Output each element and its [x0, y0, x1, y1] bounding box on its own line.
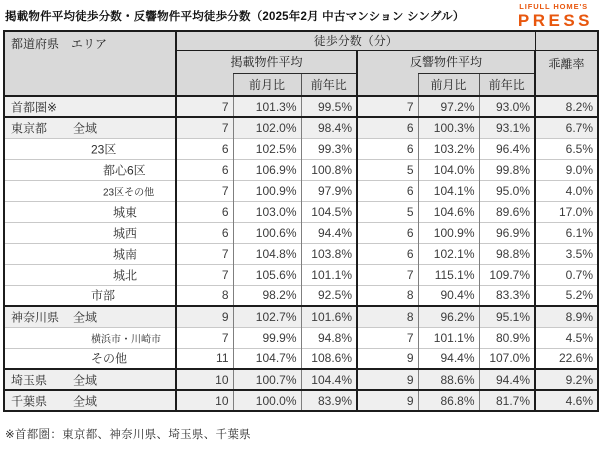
- value-cell: 7: [176, 117, 233, 138]
- logo-press-text: PRESS: [517, 10, 593, 30]
- area-label: 全域: [73, 394, 98, 408]
- prefecture-label: 東京都: [11, 121, 48, 136]
- area-label: 市部: [91, 288, 116, 303]
- response-avg-empty-subheader: [357, 73, 418, 96]
- walk-minutes-table: [3, 30, 599, 412]
- table-row: [4, 180, 598, 201]
- value-cell: 8: [176, 285, 233, 306]
- value-cell: 98.4%: [301, 117, 357, 138]
- table-row: [4, 138, 598, 159]
- value-cell: 103.0%: [233, 201, 301, 222]
- value-cell: 97.9%: [301, 180, 357, 201]
- walk-minutes-unit-header: 徒歩分数（分）: [176, 31, 535, 50]
- value-cell: 106.9%: [233, 159, 301, 180]
- value-cell: 98.8%: [479, 243, 535, 264]
- value-cell: 102.1%: [418, 243, 479, 264]
- value-cell: 96.4%: [479, 138, 535, 159]
- value-cell: 80.9%: [479, 327, 535, 348]
- area-label-cell: [4, 306, 176, 327]
- title-bar: [0, 0, 600, 30]
- table-row: [4, 369, 598, 390]
- prefecture-label: 神奈川県: [11, 310, 60, 325]
- value-cell: 92.5%: [301, 285, 357, 306]
- value-cell: 4.0%: [535, 180, 598, 201]
- value-cell: 81.7%: [479, 390, 535, 411]
- area-label: 城東: [113, 205, 138, 219]
- value-cell: 108.6%: [301, 348, 357, 369]
- lifull-homes-press-logo: [514, 3, 593, 29]
- value-cell: 96.9%: [479, 222, 535, 243]
- value-cell: 96.2%: [418, 306, 479, 327]
- value-cell: 10: [176, 390, 233, 411]
- value-cell: 6: [357, 180, 418, 201]
- value-cell: 105.6%: [233, 264, 301, 285]
- value-cell: 8.9%: [535, 306, 598, 327]
- value-cell: 9.2%: [535, 369, 598, 390]
- area-label: 23区: [91, 142, 117, 156]
- area-label: 全域: [73, 373, 98, 387]
- value-cell: 101.3%: [233, 96, 301, 117]
- value-cell: 104.6%: [418, 201, 479, 222]
- area-label-cell: [4, 390, 176, 411]
- value-cell: 100.0%: [233, 390, 301, 411]
- corner-empty-cell: [535, 31, 598, 50]
- area-label-cell: [4, 180, 176, 201]
- value-cell: 6.1%: [535, 222, 598, 243]
- area-label-cell: [4, 285, 176, 306]
- table-row: [4, 201, 598, 222]
- value-cell: 88.6%: [418, 369, 479, 390]
- value-cell: 100.6%: [233, 222, 301, 243]
- area-label: 城西: [113, 226, 138, 240]
- prefecture-label: 千葉県: [11, 394, 48, 408]
- value-cell: 93.0%: [479, 96, 535, 117]
- value-cell: 94.4%: [479, 369, 535, 390]
- area-label-cell: [4, 159, 176, 180]
- table-header: [4, 31, 598, 96]
- area-label-cell: [4, 243, 176, 264]
- area-label-cell: [4, 96, 176, 117]
- value-cell: 6: [357, 222, 418, 243]
- table-row: [4, 159, 598, 180]
- table-row: [4, 348, 598, 369]
- value-cell: 4.5%: [535, 327, 598, 348]
- area-label-cell: [4, 117, 176, 138]
- footnote: ※首都圏：東京都、神奈川県、埼玉県、千葉県: [5, 429, 251, 441]
- value-cell: 89.6%: [479, 201, 535, 222]
- area-label-cell: [4, 327, 176, 348]
- value-cell: 83.3%: [479, 285, 535, 306]
- header-row-unit: [4, 31, 598, 50]
- area-label: 都心6区: [103, 163, 146, 177]
- listed-average-group-header: 掲載物件平均: [176, 50, 357, 73]
- value-cell: 17.0%: [535, 201, 598, 222]
- value-cell: 7: [176, 96, 233, 117]
- value-cell: 8.2%: [535, 96, 598, 117]
- value-cell: 115.1%: [418, 264, 479, 285]
- page-title: 掲載物件平均徒歩分数・反響物件平均徒歩分数（2025年2月 中古マンション シングル）: [5, 11, 465, 23]
- value-cell: 7: [357, 96, 418, 117]
- logo-brand-text: LIFULL HOME'S: [519, 2, 589, 11]
- value-cell: 94.8%: [301, 327, 357, 348]
- listed-yoy-header: 前年比: [301, 73, 357, 96]
- value-cell: 99.9%: [233, 327, 301, 348]
- value-cell: 100.9%: [233, 180, 301, 201]
- value-cell: 0.7%: [535, 264, 598, 285]
- area-label-cell: [4, 222, 176, 243]
- value-cell: 95.1%: [479, 306, 535, 327]
- value-cell: 8: [357, 285, 418, 306]
- value-cell: 100.3%: [418, 117, 479, 138]
- value-cell: 6.5%: [535, 138, 598, 159]
- value-cell: 102.0%: [233, 117, 301, 138]
- value-cell: 22.6%: [535, 348, 598, 369]
- value-cell: 6: [357, 243, 418, 264]
- value-cell: 104.5%: [301, 201, 357, 222]
- table-row: [4, 390, 598, 411]
- table-row: [4, 96, 598, 117]
- value-cell: 100.8%: [301, 159, 357, 180]
- area-label: 23区その他: [103, 187, 155, 198]
- area-label-cell: [4, 264, 176, 285]
- table-row: [4, 306, 598, 327]
- value-cell: 104.0%: [418, 159, 479, 180]
- value-cell: 94.4%: [301, 222, 357, 243]
- value-cell: 101.1%: [418, 327, 479, 348]
- value-cell: 5.2%: [535, 285, 598, 306]
- value-cell: 6: [357, 138, 418, 159]
- value-cell: 10: [176, 369, 233, 390]
- table-row: [4, 285, 598, 306]
- value-cell: 7: [176, 243, 233, 264]
- table-row: [4, 117, 598, 138]
- value-cell: 90.4%: [418, 285, 479, 306]
- area-label-cell: [4, 348, 176, 369]
- value-cell: 98.2%: [233, 285, 301, 306]
- table-body: [4, 96, 598, 411]
- value-cell: 101.6%: [301, 306, 357, 327]
- value-cell: 101.1%: [301, 264, 357, 285]
- value-cell: 99.3%: [301, 138, 357, 159]
- value-cell: 103.2%: [418, 138, 479, 159]
- value-cell: 83.9%: [301, 390, 357, 411]
- divergence-rate-header: 乖離率: [535, 50, 598, 96]
- value-cell: 6.7%: [535, 117, 598, 138]
- listed-avg-empty-subheader: [176, 73, 233, 96]
- value-cell: 6: [176, 201, 233, 222]
- value-cell: 9: [357, 369, 418, 390]
- value-cell: 11: [176, 348, 233, 369]
- value-cell: 6: [176, 222, 233, 243]
- value-cell: 6: [357, 117, 418, 138]
- value-cell: 95.0%: [479, 180, 535, 201]
- response-yoy-header: 前年比: [479, 73, 535, 96]
- value-cell: 5: [357, 201, 418, 222]
- value-cell: 6: [176, 159, 233, 180]
- value-cell: 94.4%: [418, 348, 479, 369]
- area-label: 全域: [73, 310, 98, 325]
- area-label: 城北: [113, 268, 138, 282]
- listed-mom-header: 前月比: [233, 73, 301, 96]
- value-cell: 9: [357, 390, 418, 411]
- value-cell: 5: [357, 159, 418, 180]
- table-row: [4, 243, 598, 264]
- value-cell: 102.7%: [233, 306, 301, 327]
- value-cell: 109.7%: [479, 264, 535, 285]
- value-cell: 100.7%: [233, 369, 301, 390]
- value-cell: 7: [176, 327, 233, 348]
- value-cell: 97.2%: [418, 96, 479, 117]
- value-cell: 86.8%: [418, 390, 479, 411]
- value-cell: 102.5%: [233, 138, 301, 159]
- value-cell: 9: [176, 306, 233, 327]
- value-cell: 104.8%: [233, 243, 301, 264]
- prefecture-label: 首都圏※: [11, 100, 58, 114]
- area-label: 城南: [113, 247, 138, 261]
- table-row: [4, 327, 598, 348]
- value-cell: 93.1%: [479, 117, 535, 138]
- value-cell: 104.4%: [301, 369, 357, 390]
- prefecture-label: 埼玉県: [11, 373, 48, 387]
- value-cell: 6: [176, 138, 233, 159]
- value-cell: 7: [357, 327, 418, 348]
- value-cell: 4.6%: [535, 390, 598, 411]
- value-cell: 8: [357, 306, 418, 327]
- table-row: [4, 222, 598, 243]
- area-label-cell: [4, 201, 176, 222]
- value-cell: 104.1%: [418, 180, 479, 201]
- value-cell: 99.5%: [301, 96, 357, 117]
- area-label: その他: [91, 351, 128, 366]
- area-label: 横浜市・川崎市: [91, 334, 161, 345]
- value-cell: 7: [176, 180, 233, 201]
- area-label: 全域: [73, 121, 98, 136]
- area-label-cell: [4, 369, 176, 390]
- response-average-group-header: 反響物件平均: [357, 50, 535, 73]
- table-row: [4, 264, 598, 285]
- value-cell: 107.0%: [479, 348, 535, 369]
- value-cell: 7: [176, 264, 233, 285]
- value-cell: 7: [357, 264, 418, 285]
- response-mom-header: 前月比: [418, 73, 479, 96]
- area-label-cell: [4, 138, 176, 159]
- value-cell: 103.8%: [301, 243, 357, 264]
- value-cell: 99.8%: [479, 159, 535, 180]
- value-cell: 9.0%: [535, 159, 598, 180]
- value-cell: 9: [357, 348, 418, 369]
- value-cell: 3.5%: [535, 243, 598, 264]
- value-cell: 100.9%: [418, 222, 479, 243]
- value-cell: 104.7%: [233, 348, 301, 369]
- area-column-header: 都道府県 エリア: [4, 31, 176, 96]
